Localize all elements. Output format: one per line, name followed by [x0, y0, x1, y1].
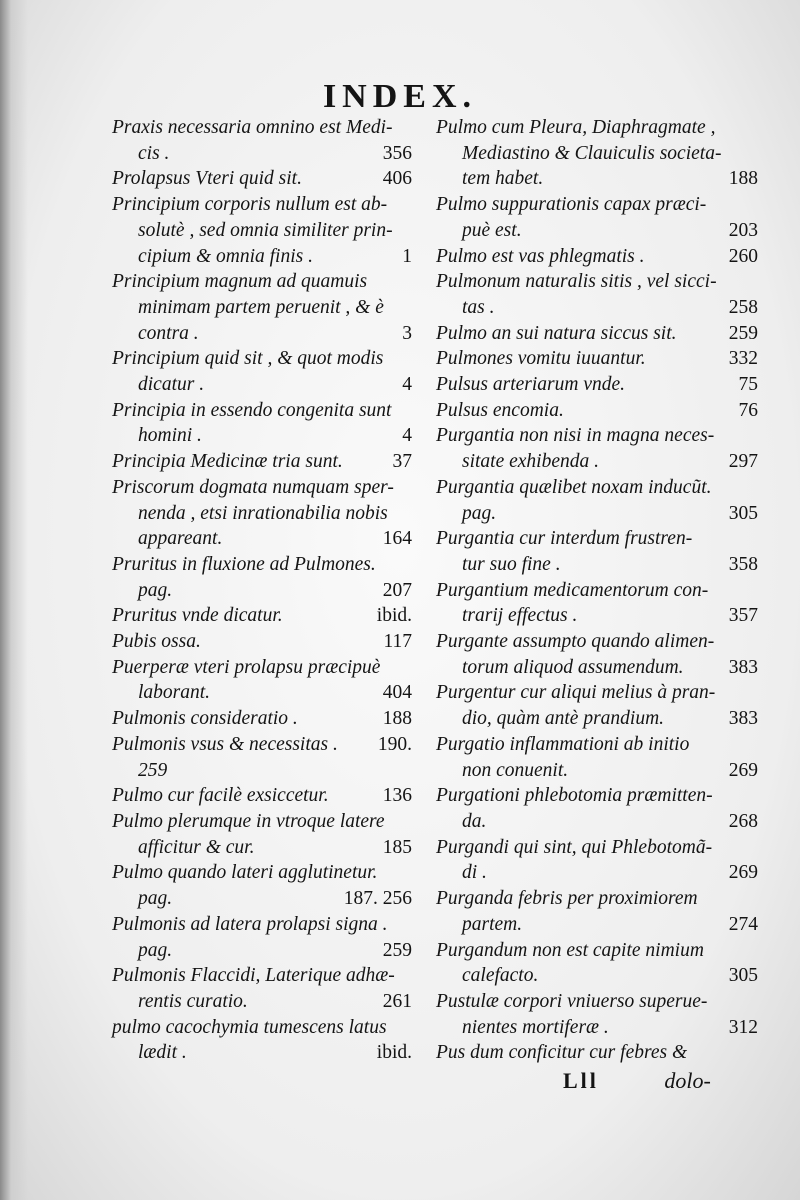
page-reference: 260 — [728, 245, 758, 267]
entry-text: Pubis ossa. — [112, 631, 201, 653]
entry-text: pag. — [138, 939, 173, 961]
index-entry — [112, 860, 412, 911]
entry-text: calefacto. — [462, 965, 539, 987]
page-reference: 332 — [728, 348, 758, 370]
index-entry-line — [436, 732, 758, 758]
index-entry-line — [436, 963, 758, 989]
entry-text: Principia Medicinæ tria sunt. — [112, 451, 343, 473]
page-reference: 188 — [382, 708, 412, 730]
entry-text: Purgantia quælibet noxam inducũt. — [436, 476, 712, 498]
index-entry-line — [112, 398, 412, 424]
index-entry-line — [436, 835, 758, 861]
index-entry — [112, 552, 412, 603]
index-entry-line — [112, 758, 412, 784]
index-entry-line — [112, 835, 412, 861]
index-entry — [436, 526, 758, 577]
index-entry-line — [112, 680, 412, 706]
page-reference: 37 — [392, 451, 412, 473]
page-reference: 268 — [728, 810, 758, 832]
entry-text: 259 — [138, 759, 168, 781]
page-reference: 404 — [382, 682, 412, 704]
entry-text: Principia in essendo congenita sunt — [112, 399, 392, 421]
entry-text: pag. — [138, 579, 173, 601]
entry-text: torum aliquod assumendum. — [462, 656, 684, 678]
entry-text: Purgationi phlebotomia præmitten- — [436, 785, 713, 807]
entry-text: Pulmones vomitu iuuantur. — [436, 348, 646, 370]
page-reference: 4 — [402, 374, 412, 396]
index-entry — [112, 783, 412, 809]
index-entry-line — [436, 655, 758, 681]
index-entry — [112, 192, 412, 269]
index-entry — [436, 346, 758, 372]
index-column-right — [436, 115, 758, 1066]
index-entry-line — [112, 192, 412, 218]
index-entry-line — [112, 552, 412, 578]
index-entry-line — [436, 346, 758, 372]
index-entry — [112, 269, 412, 346]
index-entry-line — [112, 526, 412, 552]
entry-text: Pulmo est vas phlegmatis . — [436, 245, 645, 267]
entry-text: Praxis necessaria omnino est Medi- — [112, 117, 393, 138]
entry-text: Purganda febris per proximiorem — [436, 888, 698, 910]
entry-text: contra . — [138, 322, 199, 344]
entry-text: homini . — [138, 425, 202, 447]
index-entry — [112, 115, 412, 166]
index-entry — [436, 578, 758, 629]
page-reference: 383 — [728, 656, 758, 678]
index-entry — [436, 115, 758, 192]
entry-text: Principium corporis nullum est ab- — [112, 194, 388, 216]
signature-mark: Lll — [563, 1068, 599, 1093]
page-reference: 76 — [738, 399, 758, 421]
page-reference: 75 — [738, 374, 758, 396]
page-reference: 164 — [382, 528, 412, 550]
index-entry — [112, 603, 412, 629]
index-entry-line — [436, 244, 758, 270]
entry-text: tas . — [462, 296, 495, 318]
index-entry — [112, 732, 412, 783]
index-entry-line — [436, 680, 758, 706]
entry-text: Priscorum dogmata numquam sper- — [112, 476, 394, 498]
page-reference: 188 — [728, 168, 758, 190]
page-reference: 274 — [728, 913, 758, 935]
index-entry — [436, 938, 758, 989]
index-entry-line — [436, 372, 758, 398]
index-entry — [112, 963, 412, 1014]
index-entry — [436, 244, 758, 270]
entry-text: Purgentur cur aliqui melius à pran- — [436, 682, 716, 704]
index-entry-line — [112, 706, 412, 732]
page-reference: 207 — [382, 579, 412, 601]
entry-text: cipium & omnia finis . — [138, 245, 313, 267]
page-reference: 1 — [402, 245, 412, 267]
index-entry-line — [436, 552, 758, 578]
index-entry — [112, 346, 412, 397]
entry-text: solutè , sed omnia similiter prin- — [138, 219, 393, 241]
index-entry — [436, 269, 758, 320]
index-entry-line — [112, 578, 412, 604]
page-reference: 261 — [382, 990, 412, 1012]
entry-text: Pulsus arteriarum vnde. — [436, 374, 626, 396]
entry-text: afficitur & cur. — [138, 836, 255, 858]
index-entry-line — [436, 809, 758, 835]
entry-text: sitate exhibenda . — [462, 451, 600, 473]
entry-text: Puerperæ vteri prolapsu præcipuè — [112, 656, 381, 678]
index-entry-line — [112, 989, 412, 1015]
page-reference: 383 — [728, 708, 758, 730]
index-entry-line — [112, 115, 412, 141]
entry-text: appareant. — [138, 528, 223, 550]
entry-text: Pulmo suppurationis capax præci- — [436, 194, 707, 216]
index-entry-line — [112, 963, 412, 989]
index-entry-line — [112, 166, 412, 192]
index-entry — [436, 1040, 758, 1066]
page-reference: 136 — [382, 785, 412, 807]
entry-text: Purgantium medicamentorum con- — [436, 579, 709, 601]
page-reference: 269 — [728, 759, 758, 781]
index-entry-line — [436, 912, 758, 938]
index-entry-line — [436, 501, 758, 527]
index-entry-line — [436, 321, 758, 347]
entry-text: rentis curatio. — [138, 990, 248, 1012]
index-entry-line — [436, 295, 758, 321]
page-reference: 258 — [728, 296, 758, 318]
page-reference: 4 — [402, 425, 412, 447]
index-entry — [112, 166, 412, 192]
index-entry-line — [436, 783, 758, 809]
entry-text: trarij effectus . — [462, 605, 578, 627]
entry-text: Purgandum non est capite nimium — [436, 939, 704, 961]
entry-text: Pulsus encomia. — [436, 399, 564, 421]
entry-text: Purgatio inflammationi ab initio — [436, 733, 690, 755]
index-entry-line — [112, 1015, 412, 1041]
index-entry-line — [112, 321, 412, 347]
entry-text: Pulmo plerumque in vtroque latere — [112, 810, 385, 832]
index-entry — [112, 655, 412, 706]
index-entry-line — [112, 603, 412, 629]
entry-text: Pulmonis Flaccidi, Laterique adhæ- — [112, 965, 395, 987]
entry-text: Mediastino & Clauiculis societa- — [462, 142, 722, 164]
entry-text: Purgantia non nisi in magna neces- — [436, 425, 715, 447]
entry-text: non conuenit. — [462, 759, 569, 781]
index-entry-line — [436, 166, 758, 192]
index-entry — [112, 629, 412, 655]
index-entry — [112, 706, 412, 732]
entry-text: Pustulæ corpori vniuerso superue- — [436, 990, 708, 1012]
entry-text: Pulmo cur facilè exsiccetur. — [112, 785, 329, 807]
index-entry-line — [436, 706, 758, 732]
entry-text: tem habet. — [462, 168, 544, 190]
entry-text: di . — [462, 862, 487, 884]
index-entry — [436, 886, 758, 937]
index-entry-line — [112, 269, 412, 295]
entry-text: Pulmo quando lateri agglutinetur. — [112, 862, 378, 884]
entry-text: Pulmonis ad latera prolapsi signa . — [112, 913, 388, 935]
entry-text: nientes mortiferæ . — [462, 1016, 609, 1038]
entry-text: Pulmonis consideratio . — [112, 708, 298, 730]
index-entry — [112, 398, 412, 449]
page-reference: 357 — [728, 605, 758, 627]
index-entry — [436, 680, 758, 731]
index-entry-line — [112, 809, 412, 835]
index-entry — [436, 732, 758, 783]
index-entry-line — [112, 860, 412, 886]
index-entry-line — [112, 372, 412, 398]
index-entry — [436, 398, 758, 424]
index-entry-line — [436, 192, 758, 218]
entry-text: Purgantia cur interdum frustren- — [436, 528, 693, 550]
index-entry — [112, 449, 412, 475]
entry-text: minimam partem peruenit , & è — [138, 296, 384, 318]
entry-text: dio, quàm antè prandium. — [462, 708, 665, 730]
entry-text: Principium quid sit , & quot modis — [112, 348, 384, 370]
index-entry — [112, 475, 412, 552]
index-entry-line — [112, 501, 412, 527]
index-entry-line — [436, 1040, 758, 1066]
page-reference: 190. — [377, 733, 412, 755]
entry-text: pulmo cacochymia tumescens latus — [112, 1016, 387, 1038]
index-entry — [112, 912, 412, 963]
entry-text: Pruritus in fluxione ad Pulmones. — [112, 553, 376, 575]
page-reference: 187. 256 — [343, 888, 412, 910]
index-entry-line — [436, 398, 758, 424]
index-entry-line — [112, 218, 412, 244]
index-entry-line — [436, 860, 758, 886]
page-footer — [563, 1068, 711, 1094]
index-entry — [112, 1015, 412, 1066]
index-entry-line — [436, 269, 758, 295]
entry-text: dicatur . — [138, 374, 205, 396]
index-entry — [112, 809, 412, 860]
index-entry-line — [112, 938, 412, 964]
index-entry-line — [112, 886, 412, 912]
page-reference: 203 — [728, 219, 758, 241]
index-entry-line — [112, 449, 412, 475]
index-entry-line — [436, 578, 758, 604]
index-entry-line — [436, 526, 758, 552]
index-entry-line — [112, 1040, 412, 1066]
index-entry-line — [436, 218, 758, 244]
index-entry-line — [112, 244, 412, 270]
entry-text: cis . — [138, 142, 170, 164]
gutter-shadow — [0, 0, 28, 1200]
index-entry-line — [436, 141, 758, 167]
page-reference: 305 — [728, 965, 758, 987]
index-entry — [436, 835, 758, 886]
entry-text: nenda , etsi inrationabilia nobis — [138, 502, 388, 524]
entry-text: Principium magnum ad quamuis — [112, 271, 368, 293]
page-reference: 259 — [728, 322, 758, 344]
entry-text: Pulmo an sui natura siccus sit. — [436, 322, 677, 344]
index-entry-line — [436, 886, 758, 912]
entry-text: tur suo fine . — [462, 553, 561, 575]
index-entry — [436, 475, 758, 526]
entry-text: Pruritus vnde dicatur. — [112, 605, 283, 627]
entry-text: laborant. — [138, 682, 211, 704]
index-column-left — [112, 115, 412, 1066]
entry-text: puè est. — [462, 219, 522, 241]
entry-text: Pulmonis vsus & necessitas . — [112, 733, 338, 755]
entry-text: lædit . — [138, 1042, 187, 1064]
page-reference: 117 — [383, 631, 412, 653]
index-entry-line — [436, 938, 758, 964]
page-reference: 356 — [382, 142, 412, 164]
entry-text: Purgante assumpto quando alimen- — [436, 631, 715, 653]
index-entry-line — [436, 629, 758, 655]
page-reference: ibid. — [376, 1042, 412, 1064]
index-entry-line — [436, 475, 758, 501]
entry-text: partem. — [462, 913, 523, 935]
entry-text: Pulmonum naturalis sitis , vel sicci- — [436, 271, 717, 293]
page-reference: 406 — [382, 168, 412, 190]
index-entry — [436, 989, 758, 1040]
index-entry — [436, 423, 758, 474]
index-entry — [436, 321, 758, 347]
page-header: INDEX. — [322, 78, 478, 115]
page-reference: ibid. — [376, 605, 412, 627]
page-reference: 312 — [728, 1016, 758, 1038]
index-entry-line — [112, 141, 412, 167]
index-entry — [436, 372, 758, 398]
index-entry-line — [436, 423, 758, 449]
index-entry-line — [436, 989, 758, 1015]
entry-text: da. — [462, 810, 487, 832]
index-entry-line — [112, 423, 412, 449]
index-entry-line — [112, 732, 412, 758]
index-entry — [436, 783, 758, 834]
index-entry-line — [436, 603, 758, 629]
entry-text: pag. — [462, 502, 497, 524]
page-reference: 3 — [402, 322, 412, 344]
index-entry-line — [112, 346, 412, 372]
index-entry-line — [112, 295, 412, 321]
index-entry-line — [436, 1015, 758, 1041]
page-reference: 259 — [382, 939, 412, 961]
index-entry-line — [436, 115, 758, 141]
page-reference: 185 — [382, 836, 412, 858]
entry-text: pag. — [138, 888, 173, 910]
index-entry-line — [436, 758, 758, 784]
page-reference: 297 — [728, 451, 758, 473]
index-entry — [436, 192, 758, 243]
page-reference: 358 — [728, 553, 758, 575]
entry-text: Purgandi qui sint, qui Phlebotomã- — [436, 836, 713, 858]
page-reference: 305 — [728, 502, 758, 524]
entry-text: Pulmo cum Pleura, Diaphragmate , — [436, 117, 716, 138]
index-entry — [436, 629, 758, 680]
index-entry-line — [436, 449, 758, 475]
index-entry-line — [112, 629, 412, 655]
page-reference: 269 — [728, 862, 758, 884]
index-entry-line — [112, 783, 412, 809]
index-entry-line — [112, 655, 412, 681]
entry-text: Pus dum conficitur cur febres & — [436, 1042, 688, 1064]
entry-text: Prolapsus Vteri quid sit. — [112, 168, 302, 190]
index-entry-line — [112, 912, 412, 938]
catchword: dolo- — [664, 1068, 711, 1093]
index-entry-line — [112, 475, 412, 501]
